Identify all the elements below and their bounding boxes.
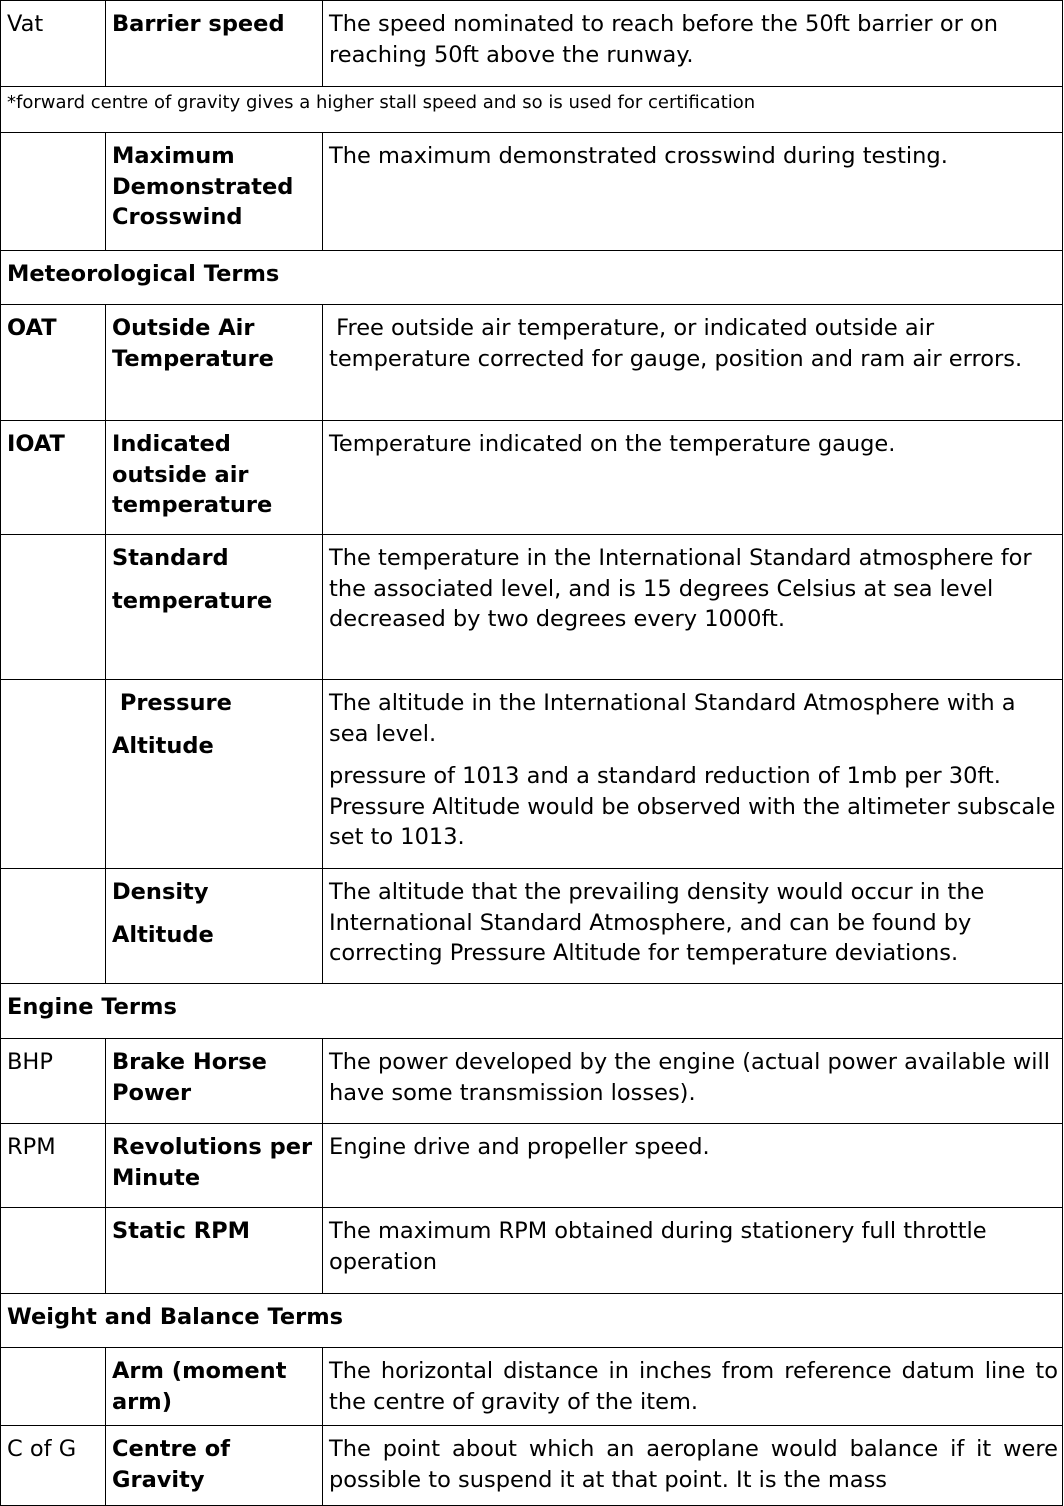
description-cell: [323, 680, 1063, 869]
abbreviation-cell: OAT: [1, 305, 106, 421]
footnote-row: [1, 87, 1063, 133]
table-row: [1, 1208, 1063, 1294]
description-paragraph: pressure of 1013 and a standard reduction of 1mb per 30ft. Pressure Altitude would be observed with the altimeter subscale set to 1013.: [329, 763, 1056, 850]
term-line: Pressure: [112, 690, 232, 716]
abbreviation-cell: [1, 133, 106, 251]
footnote-cell: *forward centre of gravity gives a higher stall speed and so is used for certification: [1, 87, 1063, 133]
abbreviation-cell: [1, 1208, 106, 1294]
table-row: [1, 1348, 1063, 1426]
term-cell: Revolutions per Minute: [106, 1124, 323, 1208]
abbreviation-cell: [1, 869, 106, 984]
term-cell: [106, 869, 323, 984]
table-row: [1, 535, 1063, 680]
term-cell: Barrier speed: [106, 1, 323, 87]
section-heading-row: [1, 984, 1063, 1039]
abbreviation-cell: Vat: [1, 1, 106, 87]
description-cell: The point about which an aeroplane would balance if it were possible to suspend it at that point. It is the mass: [323, 1426, 1063, 1506]
description-cell: The maximum demonstrated crosswind during testing.: [323, 133, 1063, 251]
term-cell: Arm (moment arm): [106, 1348, 323, 1426]
term-cell: [106, 535, 323, 680]
section-heading-meteorological: Meteorological Terms: [1, 251, 1063, 305]
table-row: [1, 1039, 1063, 1124]
term-cell: Brake Horse Power: [106, 1039, 323, 1124]
table-row: [1, 421, 1063, 535]
term-line: temperature: [112, 587, 273, 614]
term-cell: Maximum Demonstrated Crosswind: [106, 133, 323, 251]
section-heading-engine: Engine Terms: [1, 984, 1063, 1039]
description-paragraph: The altitude in the International Standard Atmosphere with a sea level.: [329, 690, 1016, 747]
description-cell: Engine drive and propeller speed.: [323, 1124, 1063, 1208]
table-row: [1, 1, 1063, 87]
abbreviation-cell: [1, 680, 106, 869]
table-row: [1, 680, 1063, 869]
term-cell: Indicated outside air temperature: [106, 421, 323, 535]
term-line: Altitude: [112, 921, 214, 948]
abbreviation-cell: [1, 1348, 106, 1426]
description-cell: The power developed by the engine (actual power available will have some transmission losses).: [323, 1039, 1063, 1124]
description-cell: The speed nominated to reach before the 50ft barrier or on reaching 50ft above the runway.: [323, 1, 1063, 87]
description-cell: The horizontal distance in inches from reference datum line to the centre of gravity of the item.: [323, 1348, 1063, 1426]
table-row: [1, 1124, 1063, 1208]
term-cell: Static RPM: [106, 1208, 323, 1294]
term-cell: Outside Air Temperature: [106, 305, 323, 421]
section-heading-row: [1, 251, 1063, 305]
abbreviation-cell: [1, 535, 106, 680]
table-row: [1, 305, 1063, 421]
abbreviation-cell: RPM: [1, 1124, 106, 1208]
term-cell: [106, 680, 323, 869]
description-cell: The maximum RPM obtained during stationery full throttle operation: [323, 1208, 1063, 1294]
description-cell: The altitude that the prevailing density would occur in the International Standard Atmosphere, and can be found by correcting Pressure Altitude for temperature deviations.: [323, 869, 1063, 984]
term-cell: Centre of Gravity: [106, 1426, 323, 1506]
table-row: [1, 133, 1063, 251]
description-cell: Temperature indicated on the temperature gauge.: [323, 421, 1063, 535]
term-line: Standard: [112, 545, 229, 571]
abbreviation-cell: IOAT: [1, 421, 106, 535]
section-heading-row: [1, 1294, 1063, 1348]
abbreviation-cell: BHP: [1, 1039, 106, 1124]
description-cell: Free outside air temperature, or indicated outside air temperature corrected for gauge, position and ram air errors.: [323, 305, 1063, 421]
term-line: Density: [112, 879, 209, 905]
section-heading-weight-balance: Weight and Balance Terms: [1, 1294, 1063, 1348]
table-row: [1, 869, 1063, 984]
abbreviation-cell: C of G: [1, 1426, 106, 1506]
term-line: Altitude: [112, 732, 214, 759]
description-cell: The temperature in the International Standard atmosphere for the associated level, and is 15 degrees Celsius at sea level decreased by two degrees every 1000ft.: [323, 535, 1063, 680]
